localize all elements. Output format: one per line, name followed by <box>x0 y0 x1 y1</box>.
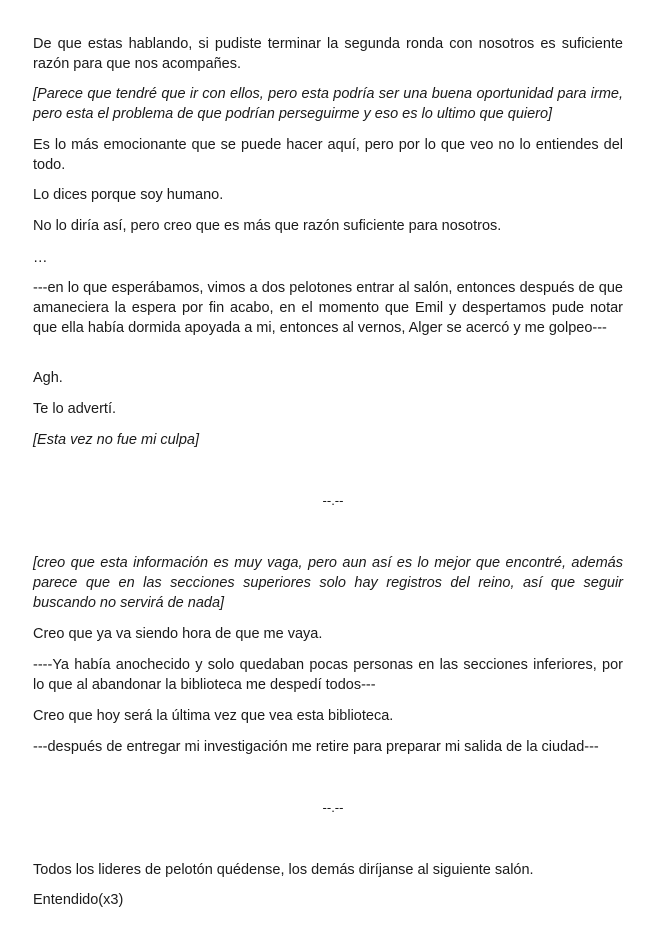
paragraph: ---después de entregar mi investigación me retire para preparar mi salida de la ciudad--- <box>33 739 599 755</box>
paragraph: Es lo más emocionante que se puede hacer aquí, pero por lo que veo no lo entiendes del todo. <box>33 137 623 173</box>
paragraph: No lo diría así, pero creo que es más que razón suficiente para nosotros. <box>33 218 502 234</box>
paragraph-italic-thought: [Parece que tendré que ir con ellos, pero esta podría ser una buena oportunidad para irme, pero esta el problema de que podrían perseguirme y eso es lo ultimo que quiero] <box>33 86 623 122</box>
paragraph-italic-thought: [Esta vez no fue mi culpa] <box>33 432 200 448</box>
paragraph-ellipsis: … <box>33 250 48 266</box>
paragraph: De que estas hablando, si pudiste terminar la segunda ronda con nosotros es suficiente razón para que nos acompañes. <box>33 36 623 72</box>
paragraph: Creo que ya va siendo hora de que me vaya. <box>33 626 323 642</box>
paragraph: Entendido(x3) <box>33 892 124 908</box>
paragraph: Te lo advertí. <box>33 401 117 417</box>
paragraph: ----Ya había anochecido y solo quedaban pocas personas en las secciones inferiores, por lo que al abandonar la biblioteca me despedí todos--- <box>33 657 623 693</box>
paragraph: Lo dices porque soy humano. <box>33 187 224 203</box>
paragraph: Agh. <box>33 370 63 386</box>
paragraph: Todos los lideres de pelotón quédense, los demás diríjanse al siguiente salón. <box>33 862 534 878</box>
paragraph: ---en lo que esperábamos, vimos a dos pelotones entrar al salón, entonces después de que amaneciera la espera por fin acabo, en el momento que Emil y despertamos pude notar que ella había dormida apoyada a mi, entonces al vernos, Alger se acercó y me golpeo--- <box>33 280 623 336</box>
section-separator: --.-- <box>322 493 344 508</box>
paragraph: Creo que hoy será la última vez que vea esta biblioteca. <box>33 708 394 724</box>
section-separator: --.-- <box>322 800 344 815</box>
paragraph-italic-thought: [creo que esta información es muy vaga, pero aun así es lo mejor que encontré, además parece que en las secciones superiores solo hay registros del reino, así que seguir buscando no servirá de nada] <box>33 555 623 611</box>
